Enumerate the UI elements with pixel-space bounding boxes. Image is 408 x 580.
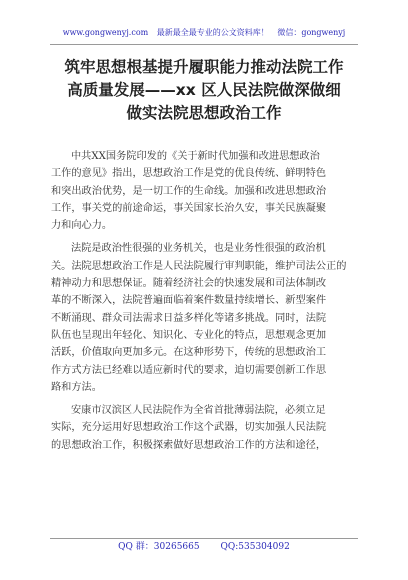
text-line: 安康市汉滨区人民法院作为全省首批薄弱法院，必须立足 — [71, 405, 326, 417]
text-line: 关。法院思想政治工作是人民法院履行审判职能，维护司法公正的 — [51, 260, 347, 272]
wechat-id: 微信：gongwenyj — [277, 28, 346, 37]
title-line: 做实法院思想政治工作 — [126, 104, 282, 122]
footer-divider — [50, 538, 358, 539]
text-line: 中共XX国务院印发的《关于新时代加强和改进思想政治 — [71, 151, 320, 162]
site-tagline: 最新最全最专业的公文资料库！ — [156, 28, 269, 37]
text-line: 路和方法。 — [51, 381, 102, 393]
paragraph — [51, 148, 359, 234]
text-line: 队伍也呈现出年轻化、知识化、专业化的特点，思想观念更加 — [51, 329, 327, 341]
text-line: 法院是政治性很强的业务机关，也是业务性很强的政治机 — [71, 243, 326, 255]
text-line: 力和向心力。 — [51, 220, 113, 232]
text-line: 作方式方法已经难以适应新时代的要求，迫切需要创新工作思 — [51, 364, 327, 376]
site-url[interactable]: www.gongwenyj.com — [62, 28, 149, 37]
title-line: 高质量发展——xx 区人民法院做深做细 — [67, 81, 341, 99]
header-divider — [50, 44, 358, 45]
text-line: 精神动力和思想保证。随着经济社会的快速发展和司法体制改 — [51, 278, 327, 290]
document-title — [40, 56, 368, 125]
text-line: 的思想政治工作，积极探索做好思想政治工作的方法和途径， — [51, 439, 327, 451]
text-line: 工作的意见》指出，思想政治工作是党的优良传统、鲜明特色 — [51, 168, 327, 180]
text-line: 活跃，价值取向更加多元。在这种形势下，传统的思想政治工 — [51, 347, 327, 359]
site-header-banner — [0, 28, 408, 38]
text-line: 革的不断深入，法院普遍面临着案件数量持续增长、新型案件 — [51, 295, 327, 307]
qq-contact: QQ:535304092 — [220, 542, 290, 552]
page-footer — [0, 541, 408, 553]
text-line: 实际，充分运用好思想政治工作这个武器，切实加强人民法院 — [51, 422, 327, 434]
paragraph — [51, 402, 359, 454]
text-line: 不断涌现、群众司法需求日益多样化等诸多挑战。同时，法院 — [51, 312, 327, 324]
document-body — [51, 148, 359, 460]
text-line: 工作，事关党的前途命运，事关国家长治久安，事关民族凝聚 — [51, 202, 327, 214]
paragraph — [51, 240, 359, 396]
text-line: 和突出政治优势，是一切工作的生命线。加强和改进思想政治 — [51, 185, 327, 197]
qq-group: QQ 群：30265665 — [118, 542, 200, 552]
title-line: 筑牢思想根基提升履职能力推动法院工作 — [64, 58, 344, 76]
